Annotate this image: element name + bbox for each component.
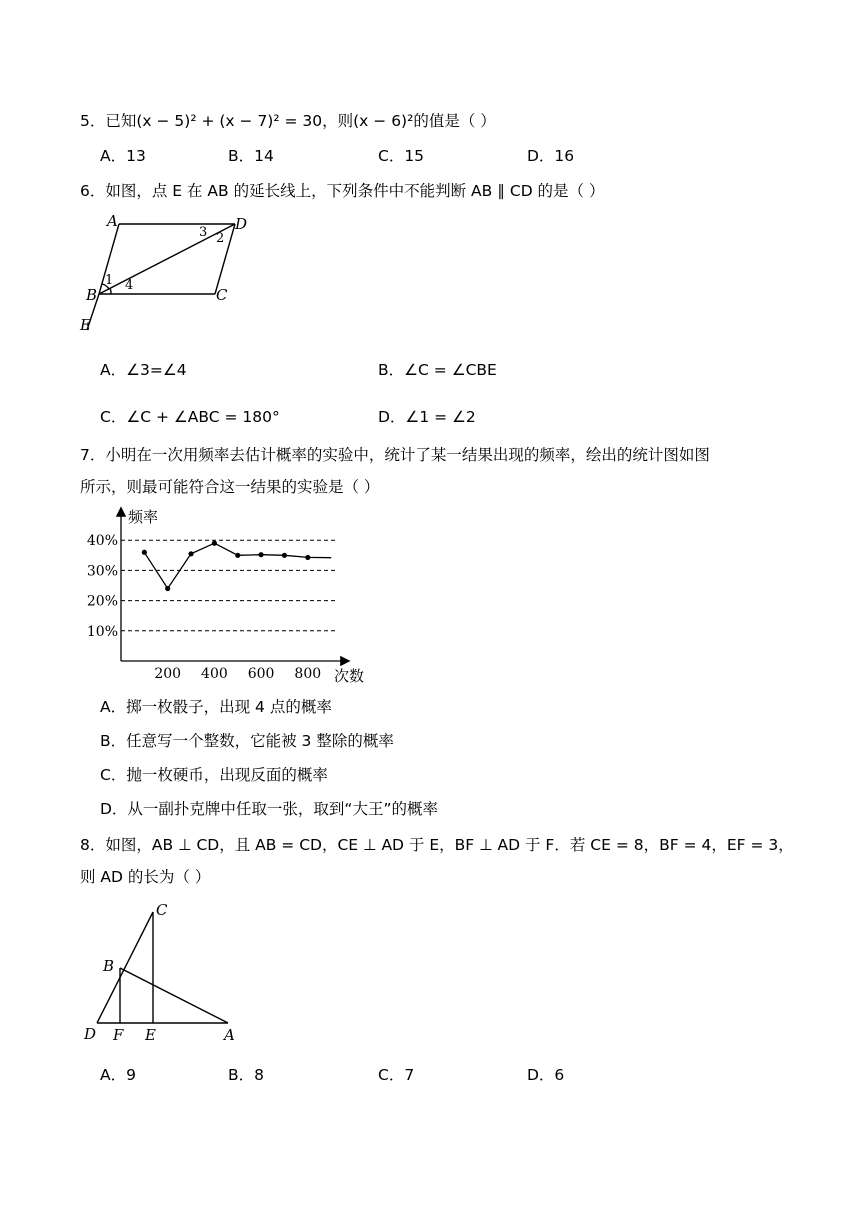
chart-series-line xyxy=(144,543,331,588)
q7-stem-line1: 7．小明在一次用频率去估计概率的实验中，统计了某一结果出现的频率，绘出的统计图如图 xyxy=(80,446,710,464)
chart-y-tick-label: 30% xyxy=(86,563,118,580)
q8-stem-line1: 8．如图，AB ⊥ CD，且 AB = CD，CE ⊥ AD 于 E，BF ⊥ AD 于 F．若 CE = 8，BF = 4，EF = 3， xyxy=(80,836,794,854)
chart-x-tick-label: 800 xyxy=(294,666,322,682)
q6-label-4: 4 xyxy=(125,278,134,293)
q8-figure xyxy=(80,900,255,1050)
q8-label-E: E xyxy=(145,1026,156,1044)
q6-option-d: D．∠1 = ∠2 xyxy=(378,408,476,426)
q5-stem: 5．已知(x − 5)² + (x − 7)² = 30，则(x − 6)²的值是（ ） xyxy=(80,112,496,130)
q5-option-a: A．13 xyxy=(100,147,146,165)
chart-data-point xyxy=(305,555,310,560)
q6-label-B: B xyxy=(86,286,98,304)
chart-data-point xyxy=(282,553,287,558)
q7-option-b: B．任意写一个整数，它能被 3 整除的概率 xyxy=(100,732,394,750)
q5-option-d: D．16 xyxy=(527,147,575,165)
q8-option-d: D．6 xyxy=(527,1066,565,1084)
q8-option-a: A．9 xyxy=(100,1066,136,1084)
chart-data-point xyxy=(212,541,217,546)
chart-x-tick-label: 400 xyxy=(201,666,228,682)
chart-y-tick-label: 10% xyxy=(86,623,118,640)
q6-figure xyxy=(75,212,255,337)
q6-label-1: 1 xyxy=(105,273,114,288)
q8-option-c: C．7 xyxy=(378,1066,415,1084)
q6-option-a: A．∠3=∠4 xyxy=(100,361,187,379)
q6-label-2: 2 xyxy=(216,231,225,246)
chart-x-label: 次数 xyxy=(334,667,365,685)
q8-label-F: F xyxy=(113,1026,124,1044)
q8-label-A: A xyxy=(224,1026,235,1044)
chart-data-point xyxy=(188,551,193,556)
q8-label-B: B xyxy=(103,957,115,975)
q7-option-d: D．从一副扑克牌中任取一张，取到“大王”的概率 xyxy=(100,800,438,818)
chart-y-tick-label: 40% xyxy=(86,533,118,550)
q6-label-C: C xyxy=(216,286,228,304)
chart-data-point xyxy=(259,552,264,557)
chart-x-tick-label: 600 xyxy=(247,666,275,682)
chart-y-label: 频率 xyxy=(128,508,159,526)
q5-option-b: B．14 xyxy=(228,147,274,165)
q8-option-b: B．8 xyxy=(228,1066,264,1084)
q7-stem-line2: 所示，则最可能符合这一结果的实验是（ ） xyxy=(80,478,380,496)
q6-label-3: 3 xyxy=(199,225,208,240)
q6-label-A: A xyxy=(107,212,118,230)
q6-label-D: D xyxy=(235,215,248,233)
chart-data-point xyxy=(165,586,170,591)
chart-data-point xyxy=(235,553,240,558)
q6-option-b: B．∠C = ∠CBE xyxy=(378,361,497,379)
q8-stem-line2: 则 AD 的长为（ ） xyxy=(80,868,211,886)
chart-x-tick-label: 200 xyxy=(154,666,182,682)
q7-frequency-chart xyxy=(80,503,380,688)
chart-y-tick-label: 20% xyxy=(86,593,118,610)
q7-option-a: A．掷一枚骰子，出现 4 点的概率 xyxy=(100,698,332,716)
q8-label-D: D xyxy=(84,1025,97,1043)
q7-option-c: C．抛一枚硬币，出现反面的概率 xyxy=(100,766,328,784)
q6-option-c: C．∠C + ∠ABC = 180° xyxy=(100,408,280,426)
q8-label-C: C xyxy=(156,901,168,919)
chart-data-point xyxy=(142,550,147,555)
q5-option-c: C．15 xyxy=(378,147,425,165)
q6-label-E: E xyxy=(80,316,91,334)
q6-stem: 6．如图，点 E 在 AB 的延长线上，下列条件中不能判断 AB ∥ CD 的是（ ） xyxy=(80,182,605,200)
